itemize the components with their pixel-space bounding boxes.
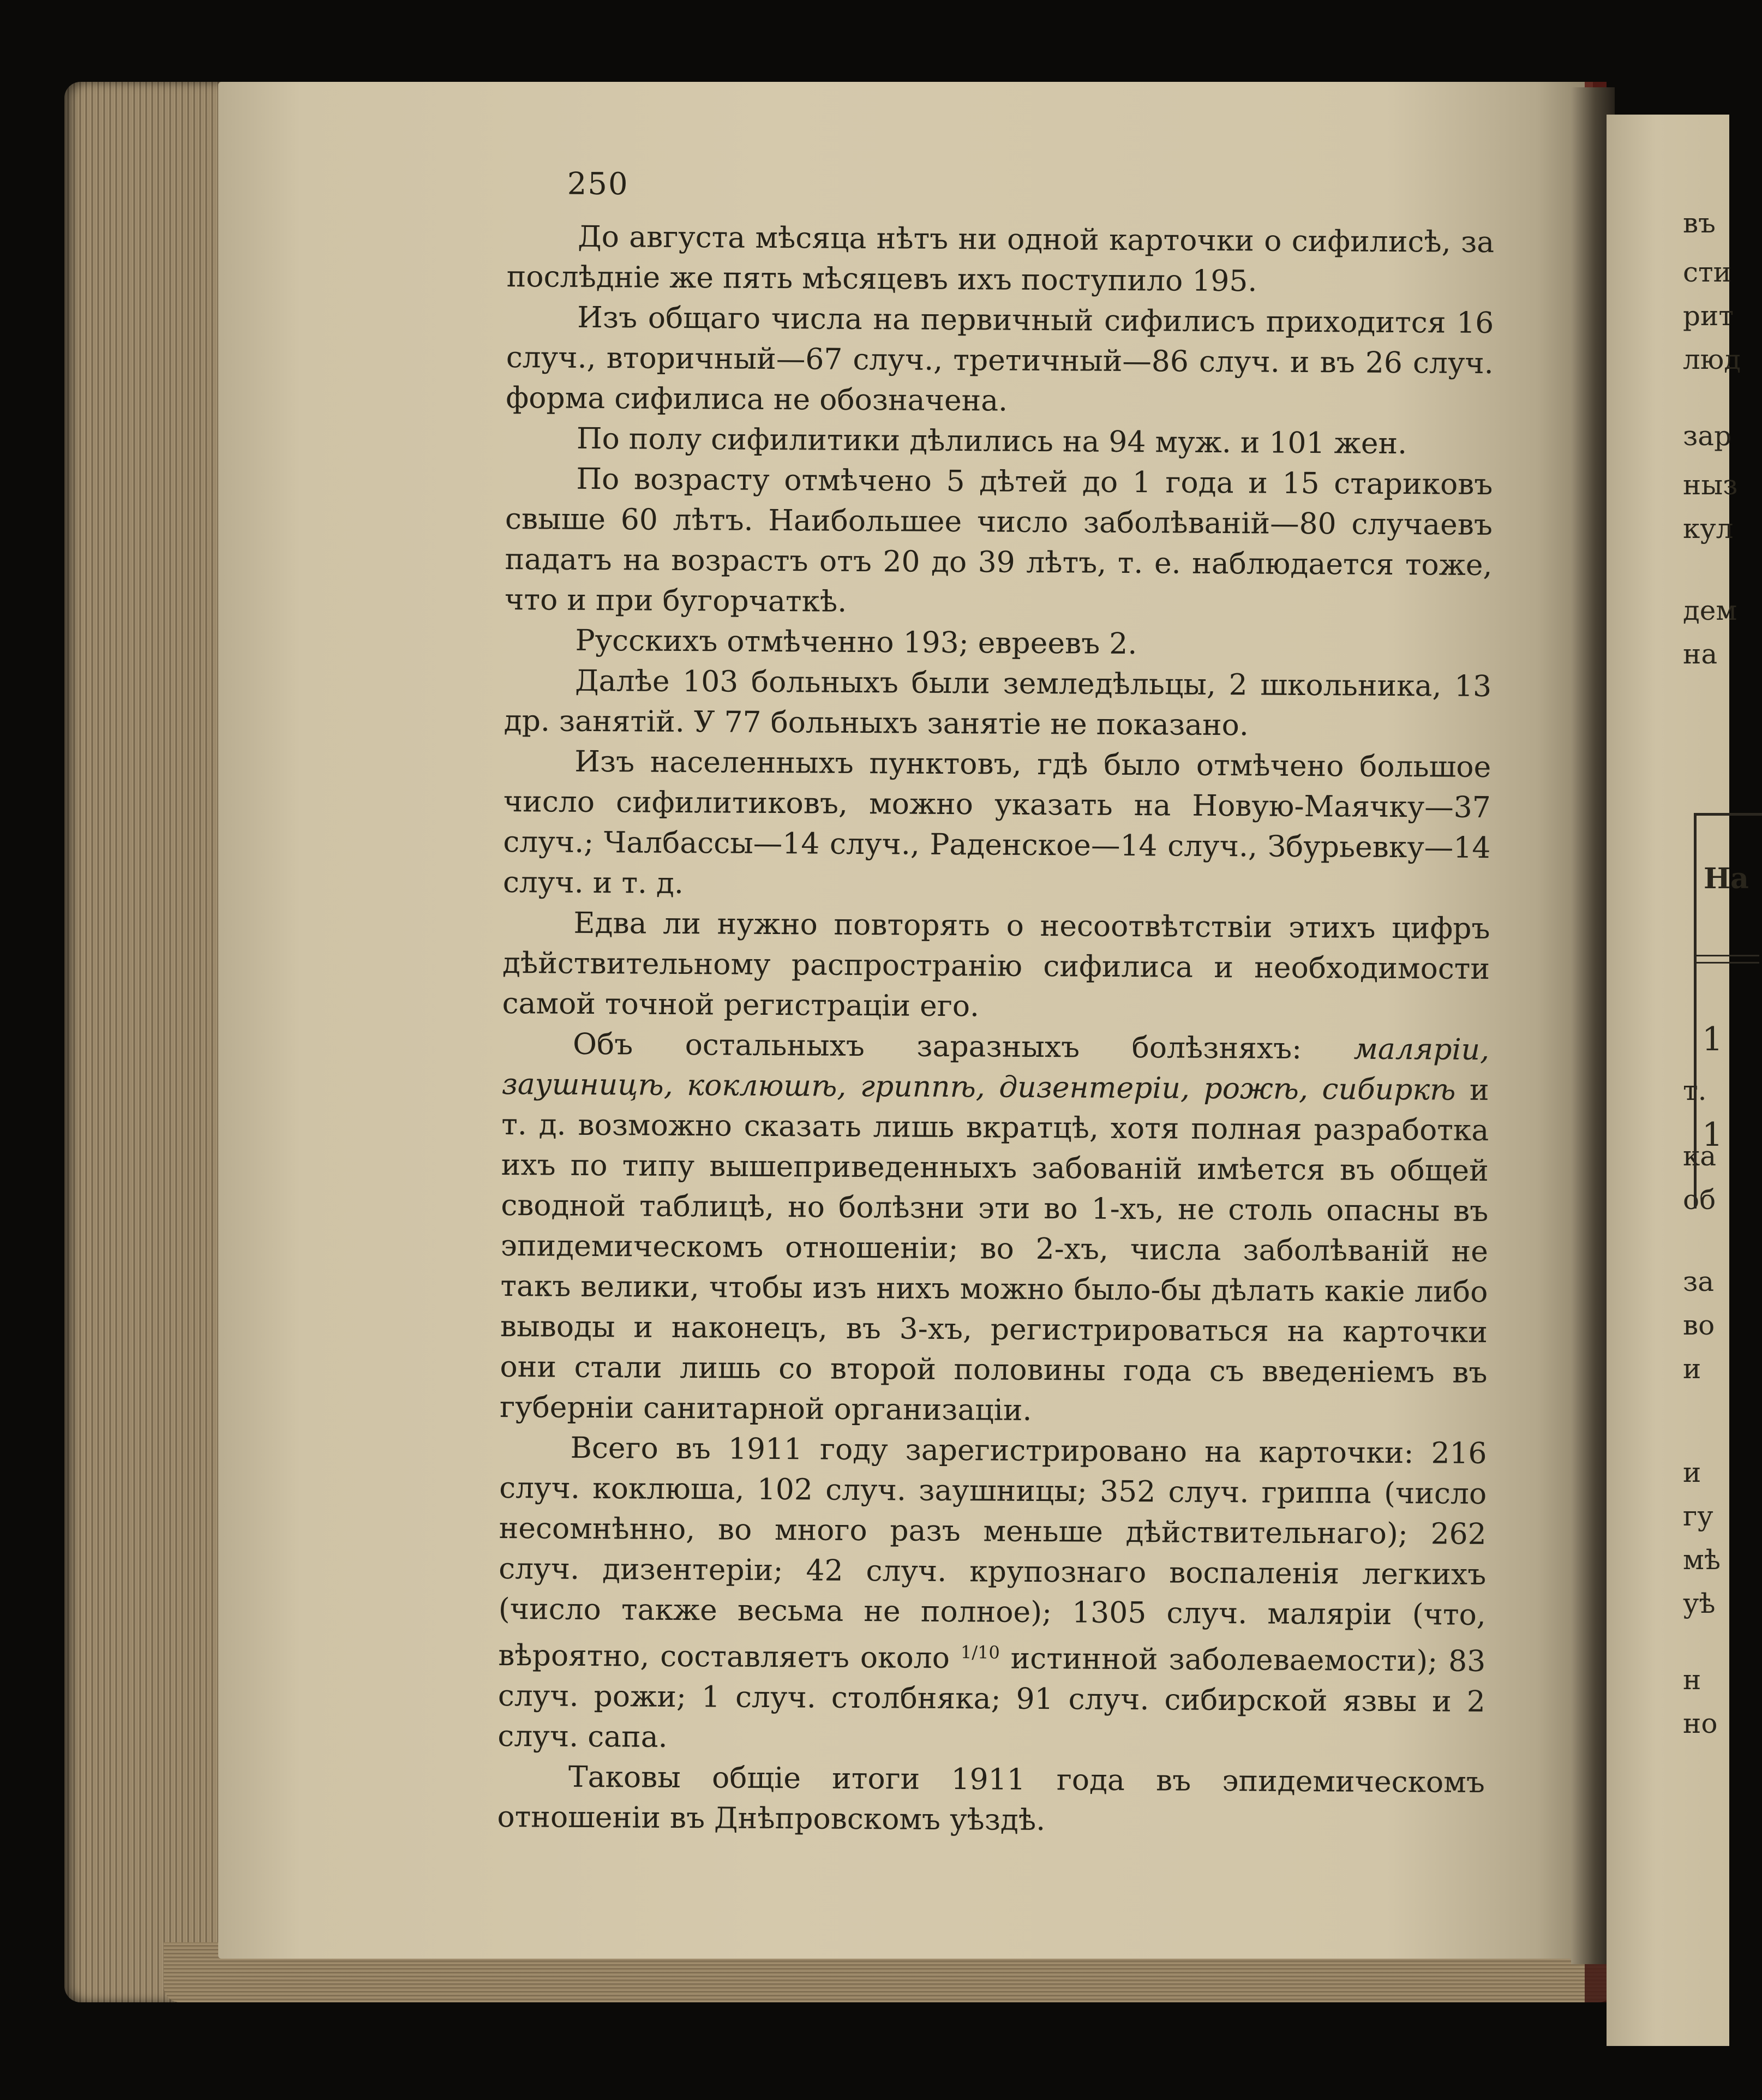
- right-page-table-digit: 1: [1702, 1116, 1723, 1154]
- paragraph: По возрасту отмѣчено 5 дѣтей до 1 года и 15 стариковъ свыше 60 лѣтъ. Наибольшее число заболѣваній—80 случаевъ падатъ на возрастъ отъ 20 до 39 лѣтъ, т. е. наблюдается тоже, что и при бугорчаткѣ.: [504, 461, 1493, 619]
- totals-text-after: истинной заболеваемости); 83 случ. рожи; 1 случ. столбняка; 91 случ. сибирской язвы и 2 случ. сапа.: [498, 1641, 1486, 1754]
- right-page: [1607, 115, 1749, 2046]
- right-page-line-fragment: на: [1683, 638, 1718, 670]
- paragraph-tail: и т. д. возможно сказать лишь вкратцѣ, хотя полная разработка ихъ по типу вышеприведенныхъ забованій имѣется въ общей сводной таблицѣ, но болѣзни эти во 1-хъ, не столь опасны въ эпидемическомъ отношеніи; во 2-хъ, числа заболѣваній не такъ велики, чтобы изъ нихъ можно было-бы дѣлать какіе либо выводы и наконецъ, въ 3-хъ, регистрироваться на карточки они стали лишь со второй половины года съ введеніемъ въ губерніи санитарной организаціи.: [499, 1072, 1489, 1427]
- italic-disease-list: маляріи, заушницѣ, коклюшѣ, гриппѣ, дизентеріи, рожѣ, сибиркѣ: [501, 1031, 1490, 1107]
- right-page-line-fragment: об: [1683, 1184, 1716, 1216]
- right-page-line-fragment: дем: [1683, 595, 1737, 626]
- paragraph-totals: [498, 1427, 1487, 1762]
- paragraph: Едва ли нужно повторять о несоотвѣтствіи этихъ цифръ дѣйствительному распространію сифилиса и необходимости самой точной регистраціи его.: [502, 905, 1490, 1024]
- paragraph: Изъ общаго числа на первичный сифилисъ приходится 16 случ., вторичный—67 случ., третичный—86 случ. и въ 26 случ. форма сифилиса не обозначена.: [506, 300, 1494, 418]
- paragraph: До августа мѣсяца нѣтъ ни одной карточки о сифилисѣ, за послѣдніе же пять мѣсяцевъ ихъ поступило 195.: [506, 219, 1495, 298]
- right-page-table-rule: [1694, 955, 1759, 964]
- right-page-line-fragment: за: [1683, 1266, 1715, 1297]
- right-page-line-fragment: ныз: [1683, 469, 1738, 501]
- paragraph-lead: Объ остальныхъ заразныхъ болѣзняхъ:: [572, 1026, 1354, 1066]
- right-page-line-fragment: но: [1683, 1708, 1718, 1739]
- fraction-one-tenth: 1/10: [960, 1642, 1000, 1663]
- right-page-line-fragment: въ: [1683, 207, 1716, 239]
- paragraph-conclusion: Таковы общіе итоги 1911 года въ эпидемическомъ отношеніи въ Днѣпровскомъ уѣздѣ.: [497, 1759, 1485, 1838]
- right-page-line-fragment: рит: [1683, 300, 1734, 332]
- text-column: [497, 164, 1495, 1843]
- right-page-line-fragment: и: [1683, 1353, 1701, 1385]
- paragraph: Изъ населенныхъ пунктовъ, гдѣ было отмѣчено большое число сифилитиковъ, можно указать на Новую-Маячку—37 случ.; Чалбассы—14 случ., Раденское—14 случ., Збурьевку—14 случ. и т. д.: [502, 744, 1491, 900]
- paragraph: Русскихъ отмѣченно 193; евреевъ 2.: [575, 623, 1137, 661]
- paragraph: Далѣе 103 больныхъ были земледѣльцы, 2 школьника, 13 др. занятій. У 77 больныхъ занятіе не показано.: [504, 663, 1492, 743]
- right-page-line-fragment: ка: [1683, 1140, 1717, 1172]
- paragraph: По полу сифилитики дѣлились на 94 муж. и 101 жен.: [576, 421, 1407, 461]
- right-page-line-fragment: люд: [1683, 344, 1741, 375]
- right-page-line-fragment: н: [1683, 1664, 1701, 1696]
- totals-text-before: Всего въ 1911 году зарегистрировано на карточки: 216 случ. коклюша, 102 случ. заушницы; 352 случ. гриппа (число несомнѣнно, во много разъ меньше дѣйствительнаго); 262 случ. дизентеріи; 42 случ. крупознаго воспаленія легкихъ (число также весьма не полное); 1305 случ. маляріи (что, вѣроятно, составляетъ около: [498, 1430, 1487, 1676]
- right-page-table-header: На: [1704, 862, 1749, 895]
- right-page-line-fragment: гу: [1683, 1500, 1713, 1532]
- paragraph-infections: [500, 1024, 1489, 1433]
- right-page-line-fragment: т.: [1683, 1075, 1707, 1106]
- right-page-table-digit: 1: [1702, 1020, 1723, 1058]
- page-number: 250: [567, 166, 629, 202]
- right-page-line-fragment: зар: [1683, 420, 1732, 452]
- right-page-line-fragment: сти: [1683, 256, 1731, 288]
- right-page-line-fragment: и: [1683, 1457, 1701, 1488]
- right-page-line-fragment: во: [1683, 1309, 1715, 1341]
- right-page-line-fragment: уѣ: [1683, 1588, 1716, 1619]
- right-page-line-fragment: кул: [1683, 513, 1734, 545]
- right-page-line-fragment: мѣ: [1683, 1544, 1721, 1576]
